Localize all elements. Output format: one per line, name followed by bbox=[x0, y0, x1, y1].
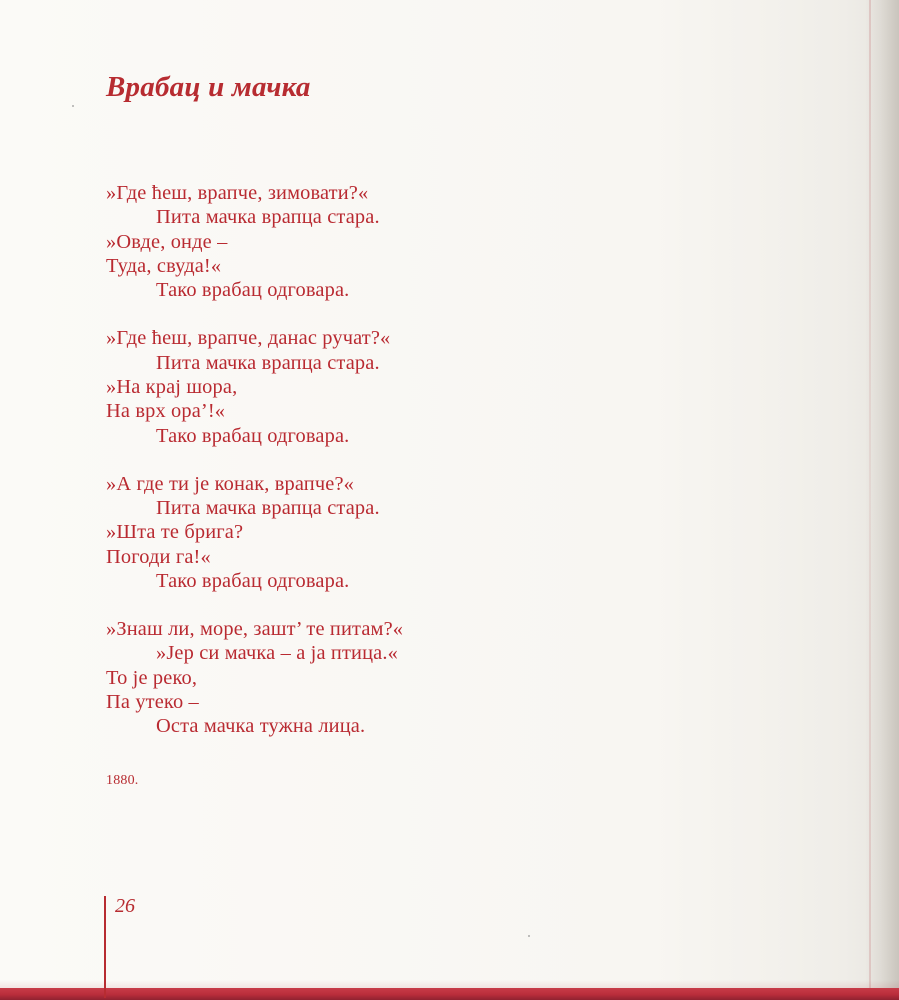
poem-title: Врабац и мачка bbox=[106, 71, 311, 104]
paper-speck bbox=[528, 935, 530, 937]
poem-year: 1880. bbox=[106, 773, 139, 788]
poem-line: »Шта те брига? bbox=[106, 521, 244, 544]
poem-line: »А где ти је конак, врапче?« bbox=[106, 472, 355, 495]
poem-line: На врх ора’!« bbox=[106, 400, 226, 423]
poem-line: »Овде, онде – bbox=[106, 230, 228, 253]
poem-line: »На крај шора, bbox=[106, 375, 238, 398]
poem-line: Тако врабац одговара. bbox=[156, 424, 350, 447]
page-number: 26 bbox=[115, 895, 135, 917]
poem-line: Оста мачка тужна лица. bbox=[156, 715, 366, 738]
stanza bbox=[106, 472, 536, 593]
poem-line: Тако врабац одговара. bbox=[156, 279, 350, 302]
poem-line: Погоди га!« bbox=[106, 545, 211, 568]
poem-line: Пита мачка врапца стара. bbox=[156, 351, 380, 374]
stanza bbox=[106, 326, 536, 447]
poem-line: Тако врабац одговара. bbox=[156, 569, 350, 592]
stanza bbox=[106, 181, 536, 302]
poem-line: »Где ћеш, врапче, данас ручат?« bbox=[106, 327, 391, 350]
poem-line: Туда, свуда!« bbox=[106, 254, 222, 277]
page-bottom-shadow bbox=[0, 980, 899, 988]
poem-line: То је реко, bbox=[106, 666, 198, 689]
poem-line: Па утеко – bbox=[106, 691, 199, 714]
poem-line: Пита мачка врапца стара. bbox=[156, 497, 380, 520]
stanza bbox=[106, 617, 536, 738]
poem-body bbox=[106, 181, 536, 739]
poem-line: »Јер си мачка – а ја птица.« bbox=[156, 642, 398, 665]
poem-line: Пита мачка врапца стара. bbox=[156, 206, 380, 229]
poem-line: »Знаш ли, море, зашт’ те питам?« bbox=[106, 618, 404, 641]
poem-line: »Где ћеш, врапче, зимовати?« bbox=[106, 182, 369, 204]
paper-speck bbox=[72, 105, 74, 107]
page-bottom-binding bbox=[0, 988, 899, 1000]
page-fold-line bbox=[869, 0, 871, 1000]
page-number-rule bbox=[104, 896, 106, 998]
